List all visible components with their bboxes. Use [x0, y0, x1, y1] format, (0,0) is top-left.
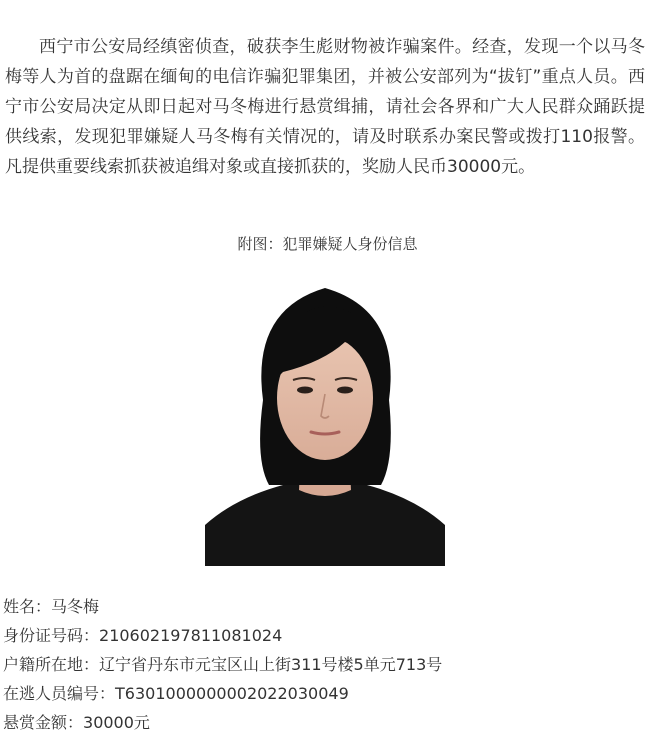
residence-label: 户籍所在地：: [3, 655, 100, 674]
photo-caption: 附图：犯罪嫌疑人身份信息: [237, 235, 418, 253]
fugitive-row: [3, 679, 442, 708]
reward-row: [3, 708, 442, 737]
id-value: 210602197811081024: [99, 626, 283, 645]
notice-paragraph: 西宁市公安局经缜密侦查，破获李生彪财物被诈骗案件。经查，发现一个以马冬梅等人为首的盘踞在缅甸的电信诈骗犯罪集团，并被公安部列为“拔钉”重点人员。西宁市公安局决定从即日起对马冬梅进行悬赏缉捕，请社会各界和广大人民群众踊跃提供线索，发现犯罪嫌疑人马冬梅有关情况的，请及时联系办案民警或拨打110报警。凡提供重要线索抓获被追缉对象或直接抓获的，奖励人民币30000元。: [5, 37, 645, 177]
reward-label: 悬赏金额：: [3, 713, 84, 732]
fugitive-label: 在逃人员编号：: [3, 684, 116, 703]
suspect-photo: [205, 270, 445, 566]
id-row: [3, 621, 442, 650]
name-label: 姓名：: [3, 597, 52, 616]
name-row: [3, 592, 442, 621]
residence-value: 辽宁省丹东市元宝区山上街311号楼5单元713号: [99, 655, 443, 674]
id-label: 身份证号码：: [3, 626, 100, 645]
fugitive-value: T6301000000002022030049: [115, 684, 349, 703]
suspect-info-list: [3, 592, 442, 737]
name-value: 马冬梅: [51, 597, 100, 616]
residence-row: [3, 650, 442, 679]
reward-value: 30000元: [83, 713, 150, 732]
